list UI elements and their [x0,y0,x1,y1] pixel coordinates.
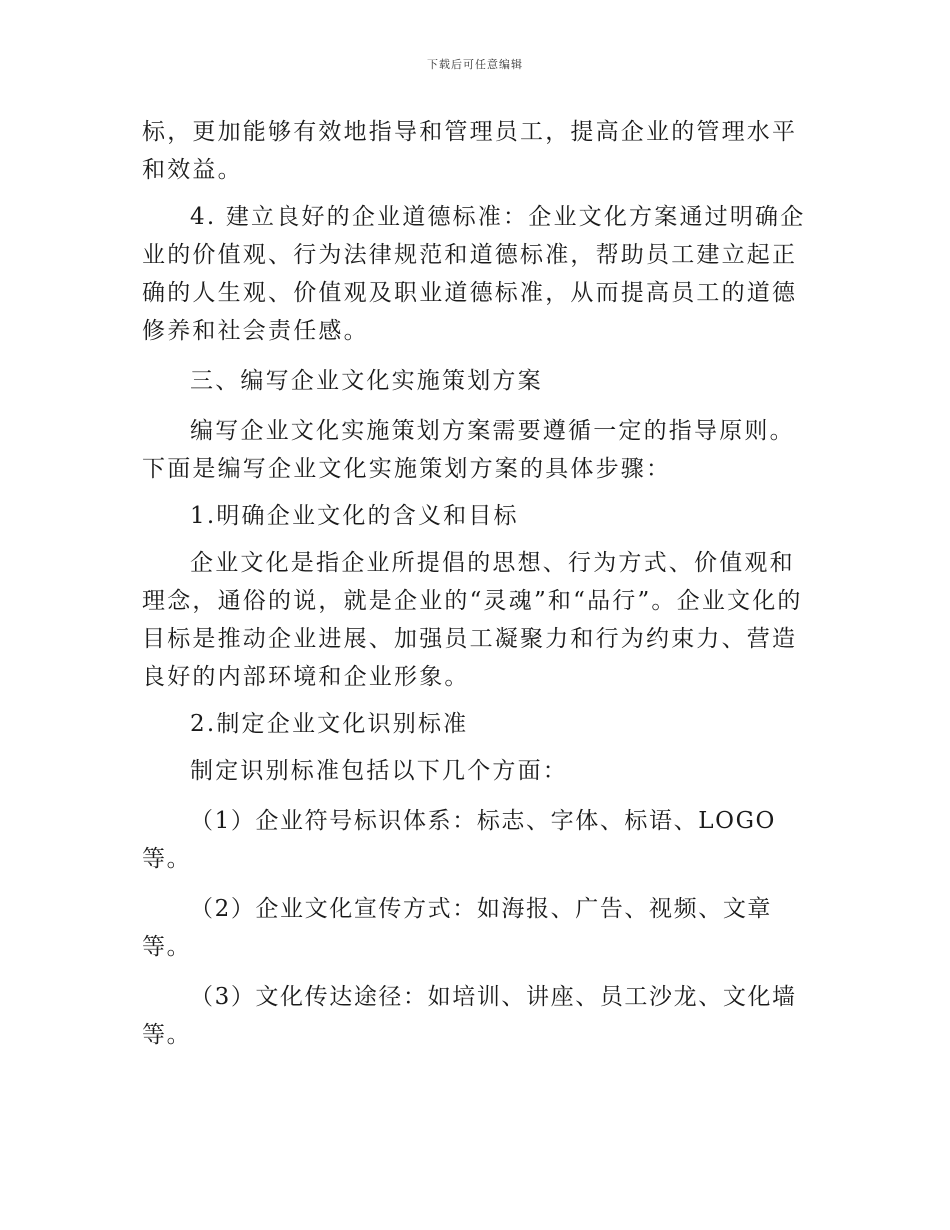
paragraph-continuation: 标，更加能够有效地指导和管理员工，提高企业的管理水平和效益。 [142,119,798,183]
list-item-2: （2）企业文化宣传方式：如海报、广告、视频、文章等。 [142,896,773,960]
step-heading-2: 2.制定企业文化识别标准 [190,711,469,737]
paragraph-standard-aspects: 制定识别标准包括以下几个方面： [190,758,568,784]
list-item-3: （3）文化传达途径：如培训、讲座、员工沙龙、文化墙等。 [142,984,797,1048]
document-body [142,113,810,1054]
list-item-1: （1）企业符号标识体系：标志、字体、标语、LOGO 等。 [142,808,776,872]
page-header: 下载后可任意编辑 [427,58,523,71]
step-heading-1: 1.明确企业文化的含义和目标 [190,503,519,529]
paragraph-ethics-standard: 4. 建立良好的企业道德标准：企业文化方案通过明确企业的价值观、行为法律规范和道德标准，帮助员工建立起正确的人生观、价值观及职业道德标准，从而提高员工的道德修养和社会责任感。 [142,204,806,344]
section-heading-3: 三、编写企业文化实施策划方案 [190,368,543,394]
paragraph-culture-definition: 企业文化是指企业所提倡的思想、行为方式、价值观和理念，通俗的说，就是企业的“灵魂”和“品行”。企业文化的目标是推动企业进展、加强员工凝聚力和行为约束力、营造良好的内部环境和企业形象。 [142,550,803,690]
paragraph-intro-steps: 编写企业文化实施策划方案需要遵循一定的指导原则。下面是编写企业文化实施策划方案的具体步骤： [142,418,795,482]
